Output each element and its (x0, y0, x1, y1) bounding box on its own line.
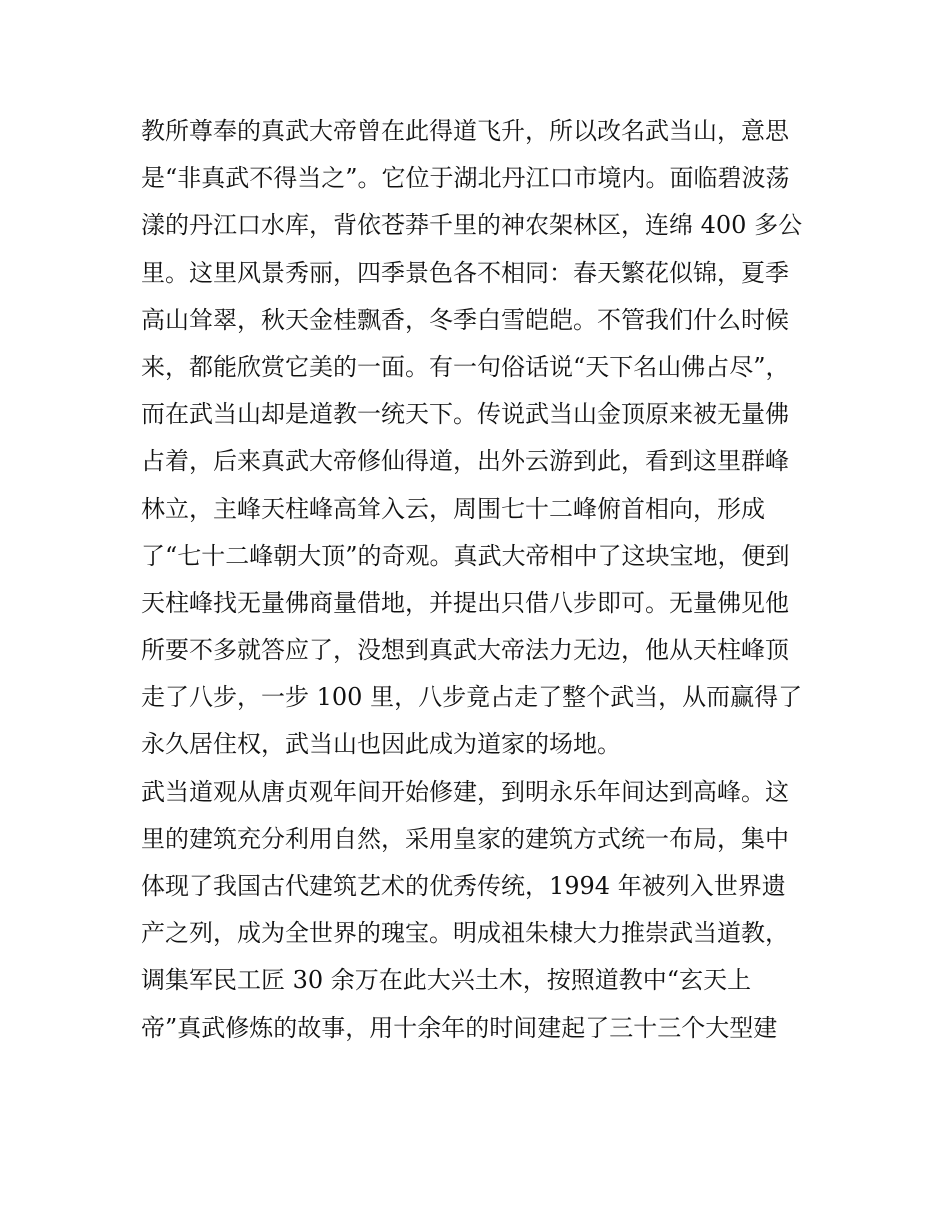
text-line-16: 里的建筑充分利用自然，采用皇家的建筑方式统一布局，集中 (141, 824, 789, 853)
text-line-19: 调集军民工匠 30 余万在此大兴土木，按照道教中“玄天上 (141, 966, 752, 995)
text-line-18: 产之列，成为全世界的瑰宝。明成祖朱棣大力推崇武当道教， (141, 919, 789, 948)
text-line-15: 武当道观从唐贞观年间开始修建，到明永乐年间达到高峰。这 (141, 777, 789, 806)
text-line-4: 里。这里风景秀丽，四季景色各不相同：春天繁花似锦，夏季 (141, 258, 789, 287)
text-line-5: 高山耸翠，秋天金桂飘香，冬季白雪皑皑。不管我们什么时候 (141, 305, 789, 334)
text-line-13: 走了八步，一步 100 里，八步竟占走了整个武当，从而赢得了 (141, 683, 803, 712)
text-line-3: 漾的丹江口水库，背依苍莽千里的神农架林区，连绵 400 多公 (141, 211, 803, 240)
text-line-9: 林立，主峰天柱峰高耸入云，周围七十二峰俯首相向，形成 (141, 494, 765, 523)
text-line-12: 所要不多就答应了，没想到真武大帝法力无边，他从天柱峰顶 (141, 636, 789, 665)
body-text (141, 108, 821, 1052)
text-line-14: 永久居住权，武当山也因此成为道家的场地。 (141, 730, 621, 759)
text-line-17: 体现了我国古代建筑艺术的优秀传统，1994 年被列入世界遗 (141, 872, 786, 900)
text-line-8: 占着，后来真武大帝修仙得道，出外云游到此，看到这里群峰 (141, 447, 789, 476)
text-line-1: 教所尊奉的真武大帝曾在此得道飞升，所以改名武当山，意思 (141, 117, 789, 145)
text-line-6: 来，都能欣赏它美的一面。有一句俗话说“天下名山佛占尽”， (141, 352, 790, 381)
text-line-7: 而在武当山却是道教一统天下。传说武当山金顶原来被无量佛 (141, 400, 789, 429)
text-line-10: 了“七十二峰朝大顶”的奇观。真武大帝相中了这块宝地，便到 (141, 541, 790, 570)
text-line-2: 是“非真武不得当之”。它位于湖北丹江口市境内。面临碧波荡 (141, 164, 790, 193)
text-line-20: 帝”真武修炼的故事，用十余年的时间建起了三十三个大型建 (141, 1013, 778, 1042)
text-line-11: 天柱峰找无量佛商量借地，并提出只借八步即可。无量佛见他 (141, 588, 789, 617)
